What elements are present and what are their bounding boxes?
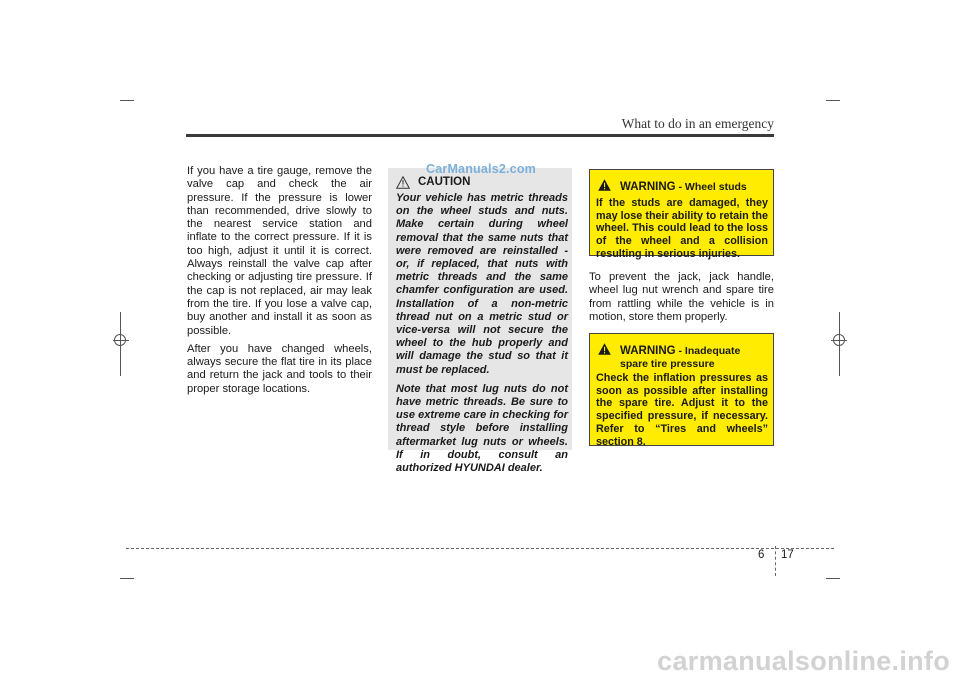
footer-dashed-divider [775,546,776,576]
caution-paragraph-metric: Your vehicle has metric threads on the wheel studs and nuts. Make certain during wheel removal that the same nuts that were removed are reinstalled - or, if replaced, that nuts with metric threads and the same chamfer configuration are used. Installation of a non-metric thread nut on a metric stud or vice-versa will not secure the wheel to the hub properly and will damage the stud so that it must be replaced. [396,192,568,376]
watermark-carmanuals: CarManuals2.com [426,162,536,176]
registration-circle-right [833,334,845,346]
section-title: What to do in an emergency [621,116,774,131]
warning-title: WARNING [620,181,676,193]
warning-subtitle: - Inadequate [675,345,741,357]
warning-title: WARNING [620,345,676,357]
right-column [589,271,774,324]
crop-mark-top-right [826,100,840,101]
warning-header-spare-tire [596,341,768,359]
crop-mark-top-left [120,100,134,101]
paragraph-store-tools: To prevent the jack, jack handle, wheel lug nut wrench and spare tire from rattling while the vehicle is in motion, store them properly. [589,271,774,323]
warning-box-spare-tire [589,333,774,446]
left-column [187,165,372,396]
warning-subtitle-line2: spare tire pressure [620,358,715,370]
paragraph-after-change: After you have changed wheels, always secure the flat tire in its place and return the jack and tools to their proper storage locations. [187,342,372,395]
warning-body-wheel-studs: If the studs are damaged, they may lose their ability to retain the wheel. This could lead to the loss of the wheel and a collision resulting in serious injuries. [596,197,768,260]
footer-site-watermark: carmanualsonline.info [657,646,950,676]
caution-title: CAUTION [418,176,471,188]
caution-paragraph-lug-nuts: Note that most lug nuts do not have metric threads. Be sure to use extreme care in checking for thread style before installing aftermarket lug nuts or wheels. If in doubt, consult an authorized HYUNDAI dealer. [396,382,568,475]
warning-body-spare-tire: Check the inflation pressures as soon as possible after installing the spare tire. Adjust it to the specified pressure, if necessary. Refer to “Tires and wheels” section 8. [596,372,768,448]
caution-header [396,174,568,190]
crop-mark-bottom-left [120,578,134,579]
footer-dashed-rule [126,548,834,549]
page-chapter-number: 6 [758,549,765,561]
caution-box [388,168,572,475]
warning-header-wheel-studs [596,177,768,195]
warning-subtitle: - Wheel studs [675,181,747,193]
caution-triangle-icon [396,176,410,189]
warning-box-wheel-studs [589,169,774,260]
header-rule [186,134,774,137]
warning-triangle-icon [598,343,611,355]
crop-mark-bottom-right [826,578,840,579]
page-number: 17 [781,549,794,561]
registration-circle-left [114,334,126,346]
warning-triangle-icon [598,179,611,191]
paragraph-tire-gauge: If you have a tire gauge, remove the valve cap and check the air pressure. If the pressure is lower than recommended, drive slowly to the nearest service station and inflate to the correct pressure. If it is too high, adjust it until it is correct. Always reinstall the valve cap after checking or adjusting tire pressure. If the cap is not replaced, air may leak from the tire. If you lose a valve cap, buy another and install it as soon as possible. [187,165,372,337]
